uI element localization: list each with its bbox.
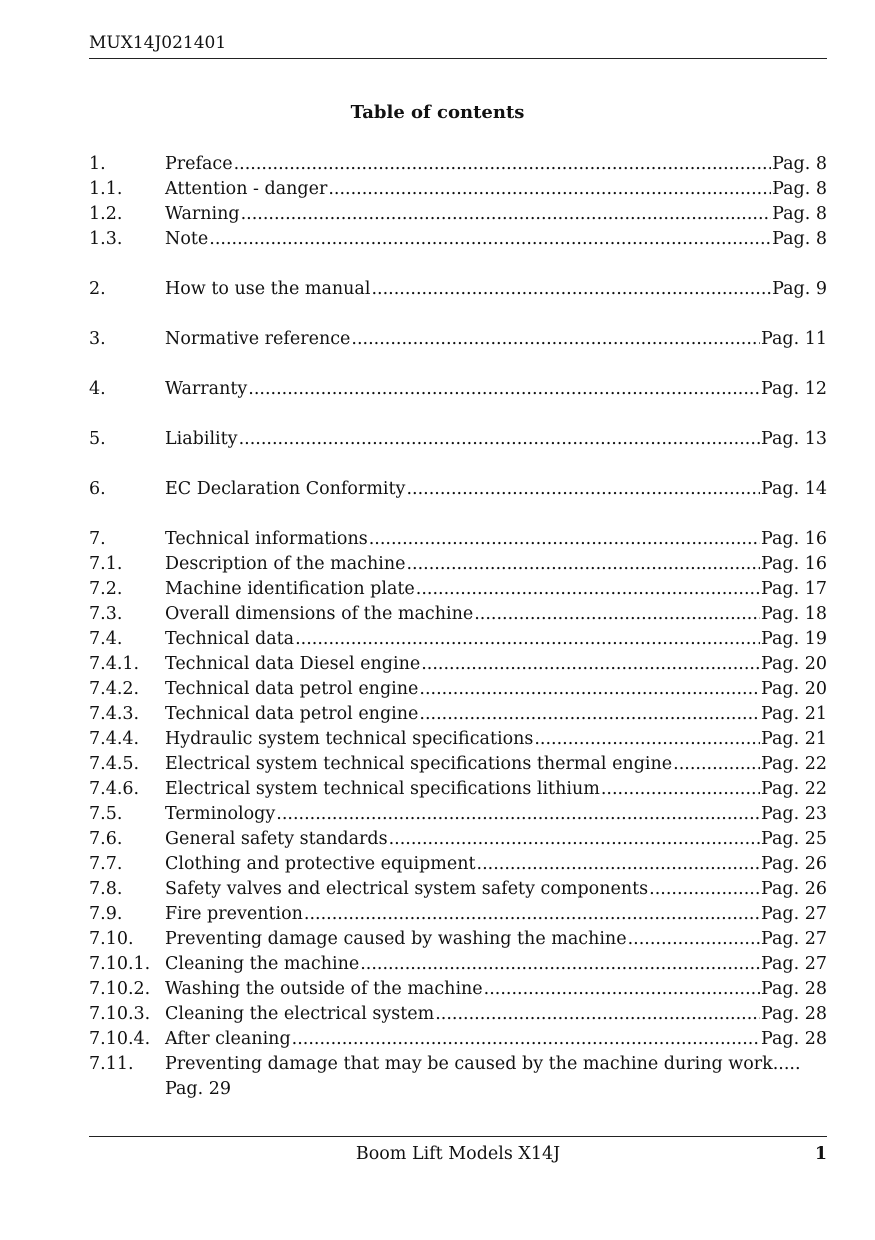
toc-page-ref: Pag. 27	[760, 954, 827, 974]
toc-leader-dots	[421, 652, 760, 677]
toc-number: 7.4.4.	[89, 729, 140, 749]
toc-entry-7-10-1[interactable]	[89, 952, 827, 977]
toc-page-ref: Pag. 8	[772, 229, 827, 249]
toc-number: 7.4.	[89, 629, 123, 649]
toc-page-ref: Pag. 23	[760, 804, 827, 824]
toc-leader-dots	[406, 552, 760, 577]
toc-page-ref: Pag. 9	[772, 279, 827, 299]
toc-entry-1-2[interactable]	[89, 202, 827, 227]
toc-leader-dots	[673, 752, 760, 777]
toc-page-ref: Pag. 20	[760, 679, 827, 699]
toc-label: Overall dimensions of the machine	[165, 604, 474, 624]
toc-label: Technical data	[165, 629, 295, 649]
toc-label: Technical data Diesel engine	[165, 654, 421, 674]
toc-page-ref: Pag. 12	[760, 379, 827, 399]
toc-label: Terminology	[165, 804, 276, 824]
toc-label: EC Declaration Conformity	[165, 479, 406, 499]
toc-page-ref: Pag. 13	[760, 429, 827, 449]
toc-number: 1.3.	[89, 229, 123, 249]
toc-number: 7.5.	[89, 804, 123, 824]
toc-entry-7[interactable]	[89, 527, 827, 552]
toc-entry-7-4-5[interactable]	[89, 752, 827, 777]
toc-label: Warning	[165, 204, 240, 224]
toc-label: General safety standards	[165, 829, 388, 849]
toc-entry-7-4-2[interactable]	[89, 677, 827, 702]
toc-entry-7-9[interactable]	[89, 902, 827, 927]
toc-leader-dots	[484, 977, 760, 1002]
toc-number: 7.2.	[89, 579, 123, 599]
toc-number: 7.8.	[89, 879, 123, 899]
toc-number: 3.	[89, 329, 106, 349]
toc-label: Description of the machine	[165, 554, 406, 574]
toc-entry-7-6[interactable]	[89, 827, 827, 852]
toc-entry-6[interactable]	[89, 477, 827, 502]
toc-number: 7.1.	[89, 554, 123, 574]
toc-label: Liability	[165, 429, 238, 449]
toc-page-ref: Pag. 28	[760, 1004, 827, 1024]
toc-page-ref: Pag. 28	[760, 1029, 827, 1049]
toc-page-ref: Pag. 27	[760, 904, 827, 924]
toc-leader-dots	[209, 227, 771, 252]
toc-entry-7-8[interactable]	[89, 877, 827, 902]
toc-label: Electrical system technical specifications lithium	[165, 779, 600, 799]
toc-page-ref: Pag. 22	[760, 754, 827, 774]
table-of-contents	[89, 152, 827, 1102]
toc-entry-7-4[interactable]	[89, 627, 827, 652]
toc-leader-dots	[389, 827, 760, 852]
toc-leader-dots	[419, 702, 760, 727]
document-code: MUX14J021401	[89, 33, 227, 53]
toc-entry-7-10-2[interactable]	[89, 977, 827, 1002]
toc-number: 7.4.1.	[89, 654, 140, 674]
toc-label: After cleaning	[165, 1029, 291, 1049]
toc-label: Normative reference	[165, 329, 351, 349]
toc-leader-dots	[360, 952, 760, 977]
toc-number: 7.10.4.	[89, 1029, 151, 1049]
toc-number: 2.	[89, 279, 106, 299]
toc-number: 7.3.	[89, 604, 123, 624]
toc-entry-7-3[interactable]	[89, 602, 827, 627]
toc-page-ref: Pag. 19	[760, 629, 827, 649]
toc-leader-dots	[628, 927, 760, 952]
toc-number: 7.10.	[89, 929, 134, 949]
toc-page-ref: Pag. 11	[760, 329, 827, 349]
toc-leader-dots	[241, 202, 772, 227]
toc-page-ref: Pag. 28	[760, 979, 827, 999]
toc-leader-dots	[248, 377, 760, 402]
toc-page-ref: Pag. 29	[165, 1079, 232, 1099]
toc-label: Machine identification plate	[165, 579, 415, 599]
toc-page-ref: Pag. 22	[760, 779, 827, 799]
toc-number: 7.10.1.	[89, 954, 151, 974]
toc-leader-dots	[328, 177, 771, 202]
toc-label: Technical data petrol engine	[165, 704, 419, 724]
toc-leader-dots	[477, 852, 760, 877]
footer-title: Boom Lift Models X14J	[355, 1144, 561, 1164]
toc-label: Cleaning the electrical system	[165, 1004, 435, 1024]
toc-page-ref: Pag. 16	[760, 554, 827, 574]
toc-page-ref: Pag. 21	[760, 729, 827, 749]
toc-label: Electrical system technical specifications thermal engine	[165, 754, 673, 774]
toc-label: Preventing damage caused by washing the machine	[165, 929, 627, 949]
toc-entry-7-10-4[interactable]	[89, 1027, 827, 1052]
toc-entry-1-3[interactable]	[89, 227, 827, 252]
toc-number: 7.11.	[89, 1054, 134, 1074]
toc-number: 7.	[89, 529, 106, 549]
toc-number: 7.4.3.	[89, 704, 140, 724]
page-footer	[89, 1136, 827, 1164]
page-number: 1	[814, 1144, 827, 1164]
toc-number: 7.4.2.	[89, 679, 140, 699]
toc-page-ref: Pag. 14	[760, 479, 827, 499]
toc-number: 1.	[89, 154, 106, 174]
toc-leader-dots	[234, 152, 772, 177]
toc-leader-dots	[435, 1002, 760, 1027]
toc-page-ref: Pag. 27	[760, 929, 827, 949]
toc-label: Warranty	[165, 379, 248, 399]
toc-number: 7.10.3.	[89, 1004, 151, 1024]
toc-number: 7.4.6.	[89, 779, 140, 799]
toc-label: Washing the outside of the machine	[165, 979, 483, 999]
toc-page-ref: Pag. 8	[772, 204, 827, 224]
toc-number: 7.10.2.	[89, 979, 151, 999]
toc-leader-dots	[474, 602, 760, 627]
toc-leader-dots	[419, 677, 760, 702]
toc-leader-dots	[406, 477, 760, 502]
toc-number: 7.4.5.	[89, 754, 140, 774]
toc-entry-1-1[interactable]	[89, 177, 827, 202]
toc-leader-dots	[276, 802, 760, 827]
toc-label: Technical data petrol engine	[165, 679, 419, 699]
toc-entry-7-7[interactable]	[89, 852, 827, 877]
toc-number: 1.1.	[89, 179, 123, 199]
toc-entry-5[interactable]	[89, 427, 827, 452]
toc-leader-dots	[351, 327, 760, 352]
toc-leader-dots	[371, 277, 771, 302]
toc-leader-dots	[416, 577, 760, 602]
toc-page-ref: Pag. 8	[772, 154, 827, 174]
toc-entry-7-1[interactable]	[89, 552, 827, 577]
toc-entry-7-4-3[interactable]	[89, 702, 827, 727]
toc-entry-3[interactable]	[89, 327, 827, 352]
toc-entry-7-11[interactable]	[89, 1052, 827, 1102]
page-header	[89, 30, 827, 59]
toc-entry-7-4-4[interactable]	[89, 727, 827, 752]
toc-page-ref: Pag. 26	[760, 879, 827, 899]
toc-leader-dots	[601, 777, 760, 802]
toc-number: 1.2.	[89, 204, 123, 224]
toc-leader-dots	[292, 1027, 760, 1052]
toc-entry-7-10-3[interactable]	[89, 1002, 827, 1027]
toc-page-ref: Pag. 21	[760, 704, 827, 724]
toc-label: Hydraulic system technical specifications	[165, 729, 534, 749]
toc-entry-7-4-6[interactable]	[89, 777, 827, 802]
toc-entry-7-5[interactable]	[89, 802, 827, 827]
toc-leader-dots	[649, 877, 760, 902]
toc-label: Fire prevention	[165, 904, 303, 924]
toc-entry-1[interactable]	[89, 152, 827, 177]
toc-number: 5.	[89, 429, 106, 449]
toc-entry-2[interactable]	[89, 277, 827, 302]
toc-label: Clothing and protective equipment	[165, 854, 476, 874]
toc-leader-dots	[239, 427, 760, 452]
toc-entry-7-10[interactable]	[89, 927, 827, 952]
toc-label: Preventing damage that may be caused by the machine during work.....	[165, 1054, 801, 1074]
toc-title: Table of contents	[350, 102, 525, 123]
toc-number: 7.7.	[89, 854, 123, 874]
toc-number: 7.9.	[89, 904, 123, 924]
toc-page-ref: Pag. 17	[760, 579, 827, 599]
toc-leader-dots	[295, 627, 760, 652]
toc-label: Preface	[165, 154, 233, 174]
toc-label: Note	[165, 229, 209, 249]
toc-page-ref: Pag. 25	[760, 829, 827, 849]
toc-entry-4[interactable]	[89, 377, 827, 402]
toc-page-ref: Pag. 18	[760, 604, 827, 624]
toc-leader-dots	[369, 527, 760, 552]
toc-label: Technical informations	[165, 529, 368, 549]
toc-entry-7-4-1[interactable]	[89, 652, 827, 677]
toc-number: 7.6.	[89, 829, 123, 849]
toc-page-ref: Pag. 16	[760, 529, 827, 549]
toc-label: How to use the manual	[165, 279, 371, 299]
toc-leader-dots	[534, 727, 760, 752]
toc-number: 6.	[89, 479, 106, 499]
toc-label: Safety valves and electrical system safety components	[165, 879, 649, 899]
toc-page-ref: Pag. 26	[760, 854, 827, 874]
toc-entry-7-2[interactable]	[89, 577, 827, 602]
toc-page-ref: Pag. 20	[760, 654, 827, 674]
toc-leader-dots	[304, 902, 760, 927]
toc-label: Attention - danger	[165, 179, 328, 199]
toc-page-ref: Pag. 8	[772, 179, 827, 199]
toc-number: 4.	[89, 379, 106, 399]
toc-label: Cleaning the machine	[165, 954, 360, 974]
